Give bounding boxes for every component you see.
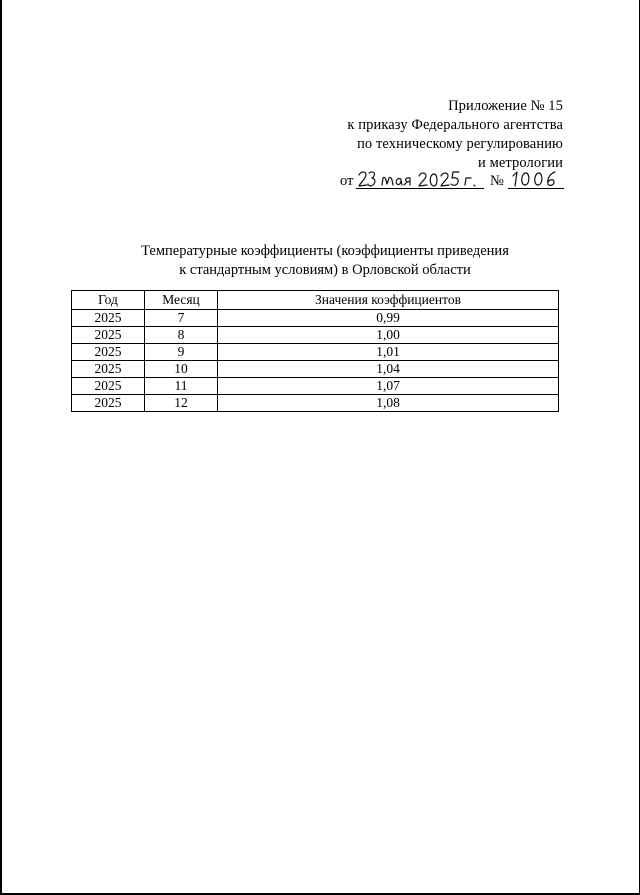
year-cell: 2025: [72, 344, 145, 361]
appendix-title: Приложение № 15: [448, 98, 563, 114]
title-line-2: к стандартным условиям) в Орловской области: [179, 262, 471, 278]
coefficient-cell: 1,04: [218, 361, 559, 378]
table-row: [72, 344, 559, 361]
coefficient-cell: 1,07: [218, 378, 559, 395]
handwritten-number-signature: [509, 168, 567, 190]
coefficient-cell: 1,00: [218, 327, 559, 344]
year-cell: 2025: [72, 361, 145, 378]
month-cell: 8: [145, 327, 218, 344]
appendix-line-regulation: по техническому регулированию: [357, 136, 563, 152]
table-row: [72, 310, 559, 327]
coefficient-cell: 0,99: [218, 310, 559, 327]
appendix-line-metrology: и метрологии: [478, 155, 563, 171]
column-header-year: Год: [72, 291, 145, 310]
table-row: [72, 327, 559, 344]
coefficients-table: [71, 290, 559, 412]
document-title: [100, 242, 550, 280]
year-cell: 2025: [72, 327, 145, 344]
appendix-header: [347, 97, 563, 173]
year-cell: 2025: [72, 310, 145, 327]
handwritten-date-signature: [357, 168, 487, 190]
table-row: [72, 361, 559, 378]
table-row: [72, 378, 559, 395]
month-cell: 9: [145, 344, 218, 361]
year-cell: 2025: [72, 378, 145, 395]
title-line-1: Температурные коэффициенты (коэффициенты приведения: [141, 243, 509, 259]
coefficient-cell: 1,08: [218, 395, 559, 412]
appendix-line-order: к приказу Федерального агентства: [347, 117, 563, 133]
year-cell: 2025: [72, 395, 145, 412]
coefficient-cell: 1,01: [218, 344, 559, 361]
table-row: [72, 395, 559, 412]
column-header-coefficient: Значения коэффициентов: [218, 291, 559, 310]
month-cell: 7: [145, 310, 218, 327]
month-cell: 11: [145, 378, 218, 395]
order-date-number-line: [340, 170, 566, 190]
number-label: №: [490, 173, 504, 189]
table-header-row: [72, 291, 559, 310]
from-label: от: [340, 173, 354, 189]
month-cell: 12: [145, 395, 218, 412]
month-cell: 10: [145, 361, 218, 378]
column-header-month: Месяц: [145, 291, 218, 310]
